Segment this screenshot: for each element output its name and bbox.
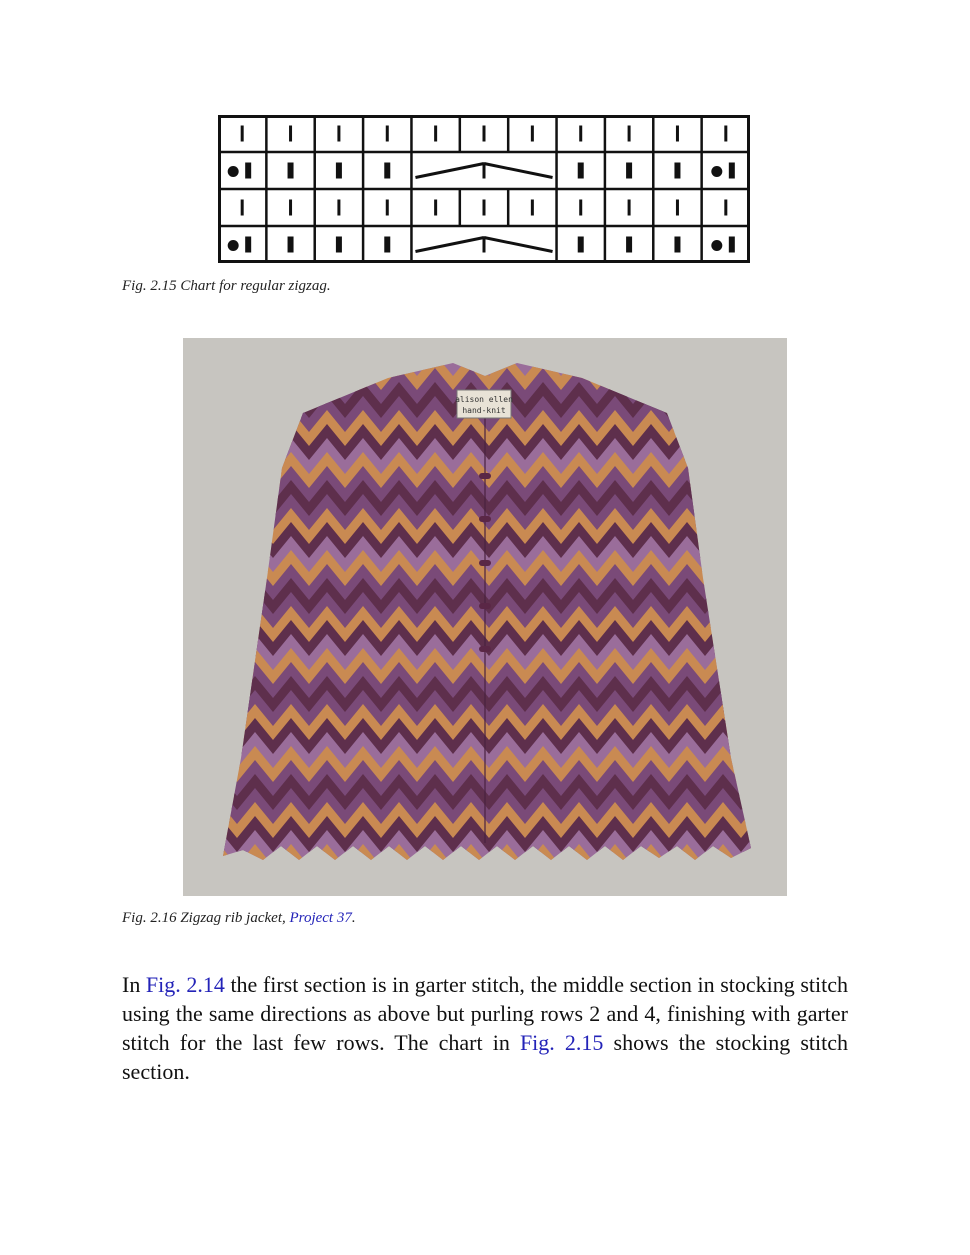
knit-symbol bbox=[531, 126, 534, 142]
toggle-button bbox=[479, 560, 491, 566]
zigzag-stripe bbox=[183, 886, 787, 896]
knit-symbol bbox=[337, 126, 340, 142]
fig-2-15-link[interactable]: Fig. 2.15 bbox=[519, 1030, 604, 1055]
para-text-1: In bbox=[122, 972, 146, 997]
purl-symbol bbox=[729, 237, 735, 253]
zigzag-stripe bbox=[183, 354, 787, 390]
bobble-symbol bbox=[228, 240, 239, 251]
knit-symbol bbox=[483, 126, 486, 142]
label-line-1: alison ellen bbox=[455, 395, 513, 404]
purl-symbol bbox=[578, 163, 584, 179]
knit-symbol bbox=[628, 126, 631, 142]
zigzag-chart-svg bbox=[218, 115, 750, 263]
purl-symbol bbox=[384, 163, 390, 179]
purl-symbol bbox=[578, 237, 584, 253]
purl-symbol bbox=[336, 237, 342, 253]
knit-symbol bbox=[724, 200, 727, 216]
purl-symbol bbox=[384, 237, 390, 253]
knit-symbol bbox=[483, 200, 486, 216]
knit-symbol bbox=[289, 126, 292, 142]
zigzag-stripe bbox=[183, 872, 787, 896]
body-paragraph bbox=[122, 970, 848, 1086]
purl-symbol bbox=[674, 237, 680, 253]
purl-symbol bbox=[729, 163, 735, 179]
knit-symbol bbox=[628, 200, 631, 216]
bobble-symbol bbox=[228, 166, 239, 177]
figure-2-16-caption bbox=[122, 910, 356, 927]
bobble-symbol bbox=[711, 240, 722, 251]
knit-symbol bbox=[241, 126, 244, 142]
zigzag-stripe bbox=[183, 338, 787, 348]
para-text-2: the first section is in garter stitch, the middle section in stocking stitch using the same directions as above but purling rows 2 and 4, finishing with garter stitch for the last few rows. The chart in bbox=[122, 972, 848, 1055]
knit-symbol bbox=[579, 200, 582, 216]
jacket-label bbox=[455, 390, 513, 418]
knit-symbol bbox=[337, 200, 340, 216]
purl-symbol bbox=[626, 163, 632, 179]
toggle-button bbox=[479, 603, 491, 609]
knit-symbol bbox=[434, 126, 437, 142]
knit-symbol bbox=[289, 200, 292, 216]
zigzag-stripe bbox=[183, 338, 787, 362]
project-37-link[interactable]: Project 37 bbox=[289, 910, 352, 926]
purl-symbol bbox=[245, 237, 251, 253]
knit-symbol bbox=[434, 200, 437, 216]
para-text-3: shows the stocking stitch section. bbox=[122, 1030, 848, 1084]
toggle-button bbox=[479, 516, 491, 522]
knit-symbol bbox=[724, 126, 727, 142]
knit-symbol bbox=[676, 126, 679, 142]
knit-symbol bbox=[386, 200, 389, 216]
zigzag-stripe bbox=[183, 340, 787, 376]
purl-symbol bbox=[288, 237, 294, 253]
label-line-2: hand-knit bbox=[462, 406, 506, 415]
knit-symbol bbox=[531, 200, 534, 216]
centre-knit-symbol bbox=[483, 239, 486, 253]
figure-2-15-caption: Fig. 2.15 Chart for regular zigzag. bbox=[122, 278, 331, 294]
purl-symbol bbox=[674, 163, 680, 179]
bobble-symbol bbox=[711, 166, 722, 177]
knit-symbol bbox=[241, 200, 244, 216]
caption-text: Fig. 2.16 Zigzag rib jacket, bbox=[122, 910, 290, 926]
zigzag-jacket-photo bbox=[183, 338, 787, 896]
zigzag-stripe bbox=[183, 858, 787, 894]
knit-symbol bbox=[579, 126, 582, 142]
purl-symbol bbox=[288, 163, 294, 179]
toggle-button bbox=[479, 646, 491, 652]
centre-knit-symbol bbox=[483, 165, 486, 179]
purl-symbol bbox=[336, 163, 342, 179]
knit-symbol bbox=[386, 126, 389, 142]
purl-symbol bbox=[626, 237, 632, 253]
purl-symbol bbox=[245, 163, 251, 179]
toggle-button bbox=[479, 473, 491, 479]
caption-period: . bbox=[351, 910, 356, 926]
knitting-chart bbox=[218, 115, 750, 263]
fig-2-14-link[interactable]: Fig. 2.14 bbox=[145, 972, 225, 997]
knit-symbol bbox=[676, 200, 679, 216]
